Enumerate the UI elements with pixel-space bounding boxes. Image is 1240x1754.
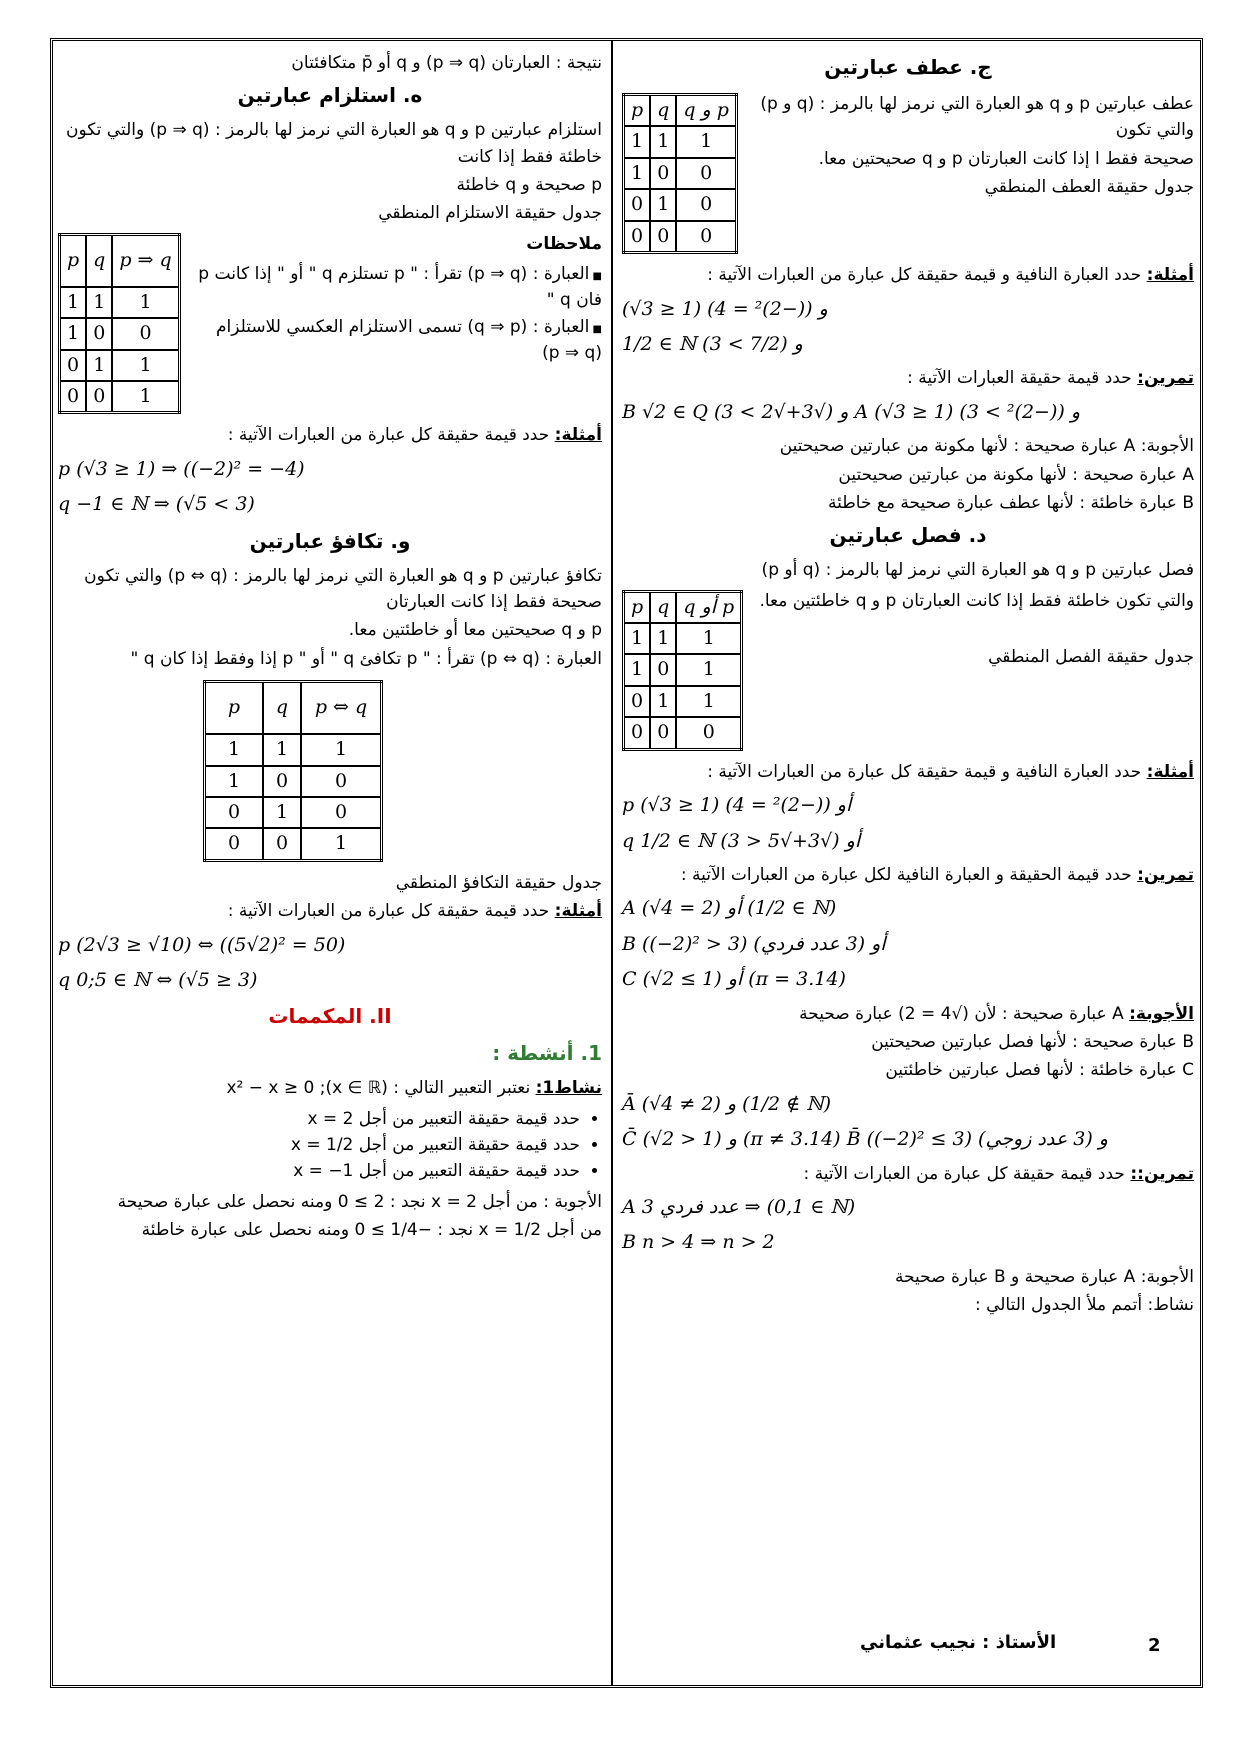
equivalence-note: العبارة : (p ⇔ q) تقرأ : " p تكافئ q " أو " p إذا وفقط إذا كان q " <box>130 648 602 669</box>
math-expression: q 0;5 ∈ ℕ ⇔ (√5 ≥ 3) <box>58 968 258 991</box>
math-expression: A 3 عدد فردي ⇒ (0,1 ∈ ℕ) <box>622 1195 856 1218</box>
disjunction-definition-cont: والتي تكون خاطئة فقط إذا كانت العبارتان p و q خاطئتين معا. <box>759 590 1194 611</box>
answer-line: B عبارة صحيحة : لأنها فصل عبارتين صحيحتين <box>871 1031 1194 1052</box>
exercise-label: تمرين:: <box>1130 1163 1194 1184</box>
table-header-cell: q <box>650 95 676 127</box>
list-item: • حدد قيمة حقيقة التعبير من أجل x = 1/2 <box>58 1132 580 1158</box>
table-row <box>624 717 742 749</box>
table-cell: 0 <box>624 221 651 253</box>
answer-line: C عبارة خاطئة : لأنها فصل عبارتين خاطئتين <box>885 1060 1194 1081</box>
implication-table-caption: جدول حقيقة الاستلزام المنطقي <box>378 203 602 224</box>
note-item: ■ العبارة : (p ⇒ q) تقرأ : " p تستلزم q " أو " إذا كانت p فان q " <box>58 261 602 314</box>
activity-list <box>58 1106 602 1185</box>
table-header-cell: p ⇔ q <box>301 682 382 735</box>
page-number: 2 <box>1148 1635 1161 1656</box>
teacher-name: الأستاذ : نجيب عثماني <box>860 1632 1057 1653</box>
equivalence-table-caption: جدول حقيقة التكافؤ المنطقي <box>395 872 602 893</box>
conjunction-block <box>622 89 1194 260</box>
table-cell: 1 <box>301 734 382 765</box>
table-cell: 0 <box>624 686 651 717</box>
implication-definition: استلزام عبارتين p و q هو العبارة التي نرمز لها بالرمز : (p ⇒ q) والتي تكون خاطئة فقط إذا كانت <box>66 120 602 167</box>
table-header-row <box>624 95 737 127</box>
table-cell: 0 <box>205 797 264 828</box>
table-cell: 1 <box>86 287 112 318</box>
table-cell: 0 <box>676 189 736 220</box>
math-expression: C (√2 ≤ 1) أو (π = 3.14) <box>622 968 846 991</box>
table-cell: 0 <box>60 350 87 381</box>
answer-line: A عبارة صحيحة : لأنها مكونة من عبارتين صحيحتين <box>838 464 1194 485</box>
table-cell: 0 <box>112 318 179 349</box>
activity-label: نشاط1: <box>535 1078 602 1099</box>
examples-text: حدد العبارة النافية و قيمة حقيقة كل عبارة من العبارات الآتية : <box>707 761 1142 782</box>
table-cell: 1 <box>650 189 676 220</box>
table-cell: 1 <box>205 734 264 765</box>
table-cell: 0 <box>650 654 676 685</box>
table-row <box>624 686 742 717</box>
table-header-cell: q <box>263 682 301 735</box>
disjunction-title: د. فصل عبارتين <box>829 523 987 548</box>
activity-line: نشاط: أتمم ملأ الجدول التالي : <box>974 1295 1194 1316</box>
notes-label: ملاحظات <box>526 233 602 254</box>
equivalence-table-wrap <box>58 680 602 862</box>
conjunction-definition: عطف عبارتين p و q هو العبارة التي نرمز لها بالرمز : (q و p) والتي تكون <box>760 94 1194 141</box>
table-row <box>60 318 180 349</box>
exercise-label: تمرين: <box>1137 864 1194 885</box>
activity-text: نعتبر التعبير التالي : (x ∈ ℝ); x² − x ≥ 0 <box>226 1078 531 1099</box>
table-cell: 1 <box>624 623 651 654</box>
table-header-cell: q <box>650 591 676 623</box>
table-cell: 0 <box>650 158 676 189</box>
examples-text: حدد قيمة حقيقة كل عبارة من العبارات الآتية : <box>227 901 550 922</box>
table-row <box>205 734 382 765</box>
implication-truth-table <box>58 233 181 415</box>
examples-label: أمثلة: <box>554 901 602 922</box>
disjunction-block <box>622 586 1194 757</box>
table-cell: 0 <box>86 318 112 349</box>
quantifiers-title: II. المكممات <box>268 1004 392 1029</box>
table-row <box>624 126 737 157</box>
conjunction-table-caption: جدول حقيقة العطف المنطقي <box>984 177 1194 198</box>
conjunction-title: ج. عطف عبارتين <box>824 55 992 79</box>
math-expression: q 1/2 ∈ ℕ أو (√3+√5 < 3) <box>622 829 861 852</box>
math-expression: Ā (√4 ≠ 2) و (1/2 ∉ ℕ) <box>622 1092 832 1115</box>
list-item: • حدد قيمة حقيقة التعبير من أجل x = −1 <box>58 1158 580 1184</box>
table-header-cell: q <box>86 234 112 287</box>
column-divider <box>611 40 613 1686</box>
exercise-text: حدد قيمة الحقيقة و العبارة النافية لكل عبارة من العبارات الآتية : <box>680 864 1132 885</box>
table-row <box>60 287 180 318</box>
table-header-row <box>60 234 180 287</box>
activities-title: 1. أنشطة : <box>492 1041 602 1066</box>
math-expression: B ((−2)² > 3) أو (3 عدد فردي) <box>622 932 886 955</box>
table-cell: 1 <box>301 828 382 860</box>
table-cell: 0 <box>624 189 651 220</box>
table-cell: 0 <box>60 381 87 413</box>
note-item: ■ العبارة : (q ⇒ p) تسمى الاستلزام العكسي للاستلزام (p ⇒ q) <box>58 314 602 367</box>
table-row <box>624 623 742 654</box>
table-cell: 0 <box>263 828 301 860</box>
math-expression: p (2√3 ≥ √10) ⇔ ((5√2)² = 50) <box>58 933 346 956</box>
exercise-text: حدد قيمة حقيقة العبارات الآتية : <box>907 368 1132 389</box>
table-cell: 1 <box>263 797 301 828</box>
answer-line: الأجوبة: A عبارة صحيحة و B عبارة صحيحة <box>894 1266 1194 1287</box>
table-cell: 1 <box>86 350 112 381</box>
math-expression: B n > 4 ⇒ n > 2 <box>622 1231 775 1254</box>
table-cell: 1 <box>112 381 179 413</box>
equivalence-definition-cont: p و q صحيحتين معا أو خاطئتين معا. <box>348 620 602 641</box>
math-expression: p (√3 ≥ 1) ⇒ ((−2)² = −4) <box>58 457 305 480</box>
table-header-cell: p <box>624 591 651 623</box>
examples-label: أمثلة: <box>1146 761 1194 782</box>
disjunction-truth-table <box>622 590 743 751</box>
table-cell: 1 <box>112 350 179 381</box>
table-cell: 1 <box>676 686 741 717</box>
conjunction-definition-cont: صحيحة فقط ا إذا كانت العبارتان p و q صحيحتين معا. <box>818 148 1194 169</box>
table-header-row <box>624 591 742 623</box>
math-expression: A (√4 = 2) أو (1/2 ∈ ℕ) <box>622 897 837 920</box>
examples-text: حدد قيمة حقيقة كل عبارة من العبارات الآتية : <box>227 425 550 446</box>
answers-label: الأجوبة: <box>1129 1003 1194 1024</box>
math-expression: 1/2 ∈ ℕ و (7/2 > 3) <box>622 332 803 355</box>
table-cell: 1 <box>60 287 87 318</box>
table-header-cell: p <box>60 234 87 287</box>
table-cell: 1 <box>112 287 179 318</box>
table-cell: 0 <box>205 828 264 860</box>
table-row <box>60 350 180 381</box>
table-cell: 1 <box>676 654 741 685</box>
left-column <box>58 48 602 1245</box>
table-header-cell: p ⇒ q <box>112 234 179 287</box>
table-row <box>624 654 742 685</box>
table-header-cell: q و p <box>676 95 736 127</box>
table-cell: 0 <box>650 221 676 253</box>
implication-block <box>58 229 602 421</box>
table-cell: 0 <box>624 717 651 749</box>
right-column <box>622 48 1194 1320</box>
table-cell: 1 <box>205 766 264 797</box>
table-row <box>205 766 382 797</box>
examples-label: أمثلة: <box>1146 265 1194 286</box>
math-expression: q −1 ∈ ℕ ⇒ (√5 < 3) <box>58 493 255 516</box>
exercise-label: تمرين: <box>1137 368 1194 389</box>
table-row <box>60 381 180 413</box>
table-cell: 1 <box>650 623 676 654</box>
table-cell: 1 <box>624 126 651 157</box>
math-expression: p (√3 ≥ 1) أو ((−2)² = 4) <box>622 794 852 817</box>
table-header-row <box>205 682 382 735</box>
table-row <box>205 828 382 860</box>
examples-text: حدد العبارة النافية و قيمة حقيقة كل عبارة من العبارات الآتية : <box>707 265 1142 286</box>
table-cell: 1 <box>263 734 301 765</box>
answer-line: B عبارة خاطئة : لأنها عطف عبارة صحيحة مع خاطئة <box>827 492 1194 513</box>
table-cell: 1 <box>624 654 651 685</box>
table-cell: 0 <box>301 797 382 828</box>
table-cell: 0 <box>86 381 112 413</box>
equivalence-definition: تكافؤ عبارتين p و q هو العبارة التي نرمز لها بالرمز : (p ⇔ q) والتي تكون صحيحة فقط إذا كانت العبارتان <box>84 565 602 613</box>
answer-line: من أجل x = 1/2 نجد : −1/4 ≥ 0 ومنه نحصل على عبارة خاطئة <box>141 1220 602 1241</box>
table-cell: 1 <box>650 126 676 157</box>
table-row <box>624 189 737 220</box>
disjunction-table-caption: جدول حقيقة الفصل المنطقي <box>988 646 1194 667</box>
equivalence-truth-table <box>203 680 383 862</box>
table-cell: 0 <box>676 158 736 189</box>
table-cell: 1 <box>676 623 741 654</box>
table-header-cell: p <box>205 682 264 735</box>
table-row <box>624 158 737 189</box>
table-row <box>624 221 737 253</box>
implication-definition-cont: p صحيحة و q خاطئة <box>456 175 602 196</box>
list-item: • حدد قيمة حقيقة التعبير من أجل x = 2 <box>58 1106 580 1132</box>
conjunction-truth-table <box>622 93 738 254</box>
math-expression: (√3 ≥ 1) و ((−2)² = 4) <box>622 297 828 320</box>
implication-title: ه. استلزام عبارتين <box>237 83 423 108</box>
table-cell: 1 <box>650 686 676 717</box>
table-cell: 0 <box>676 221 736 253</box>
table-cell: 1 <box>676 126 736 157</box>
disjunction-definition: فصل عبارتين p و q هو العبارة التي نرمز لها بالرمز : (q أو p) <box>761 560 1194 581</box>
table-row <box>205 797 382 828</box>
table-cell: 1 <box>624 158 651 189</box>
table-cell: 0 <box>301 766 382 797</box>
equivalence-title: و. تكافؤ عبارتين <box>249 528 411 553</box>
table-cell: 1 <box>60 318 87 349</box>
table-header-cell: p <box>624 95 651 127</box>
result-line: نتيجة : العبارتان (p ⇒ q) و q أو p̄ متكافئتان <box>291 53 602 73</box>
answer-line: الأجوبة : من أجل x = 2 نجد : 2 ≥ 0 ومنه نحصل على عبارة صحيحة <box>117 1191 602 1212</box>
answer-line: الأجوبة: A عبارة صحيحة : لأنها مكونة من عبارتين صحيحتين <box>779 436 1194 457</box>
table-cell: 0 <box>650 717 676 749</box>
table-header-cell: q أو p <box>676 591 741 623</box>
answer-line: A عبارة صحيحة : لأن (√4 = 2) عبارة صحيحة <box>799 1003 1124 1024</box>
math-expression: C̄ (√2 > 1) و (π ≠ 3.14) B̄ ((−2)² ≤ 3) و (3 عدد زوجي) <box>622 1128 1108 1151</box>
math-expression: B √2 ∈ Q و (√3+√2 > 3) A (√3 ≥ 1) و ((−2)² > 3) <box>622 400 1081 423</box>
exercise-text: حدد قيمة حقيقة كل عبارة من العبارات الآتية : <box>803 1163 1125 1184</box>
table-cell: 0 <box>676 717 741 749</box>
table-cell: 0 <box>263 766 301 797</box>
examples-label: أمثلة: <box>554 425 602 446</box>
